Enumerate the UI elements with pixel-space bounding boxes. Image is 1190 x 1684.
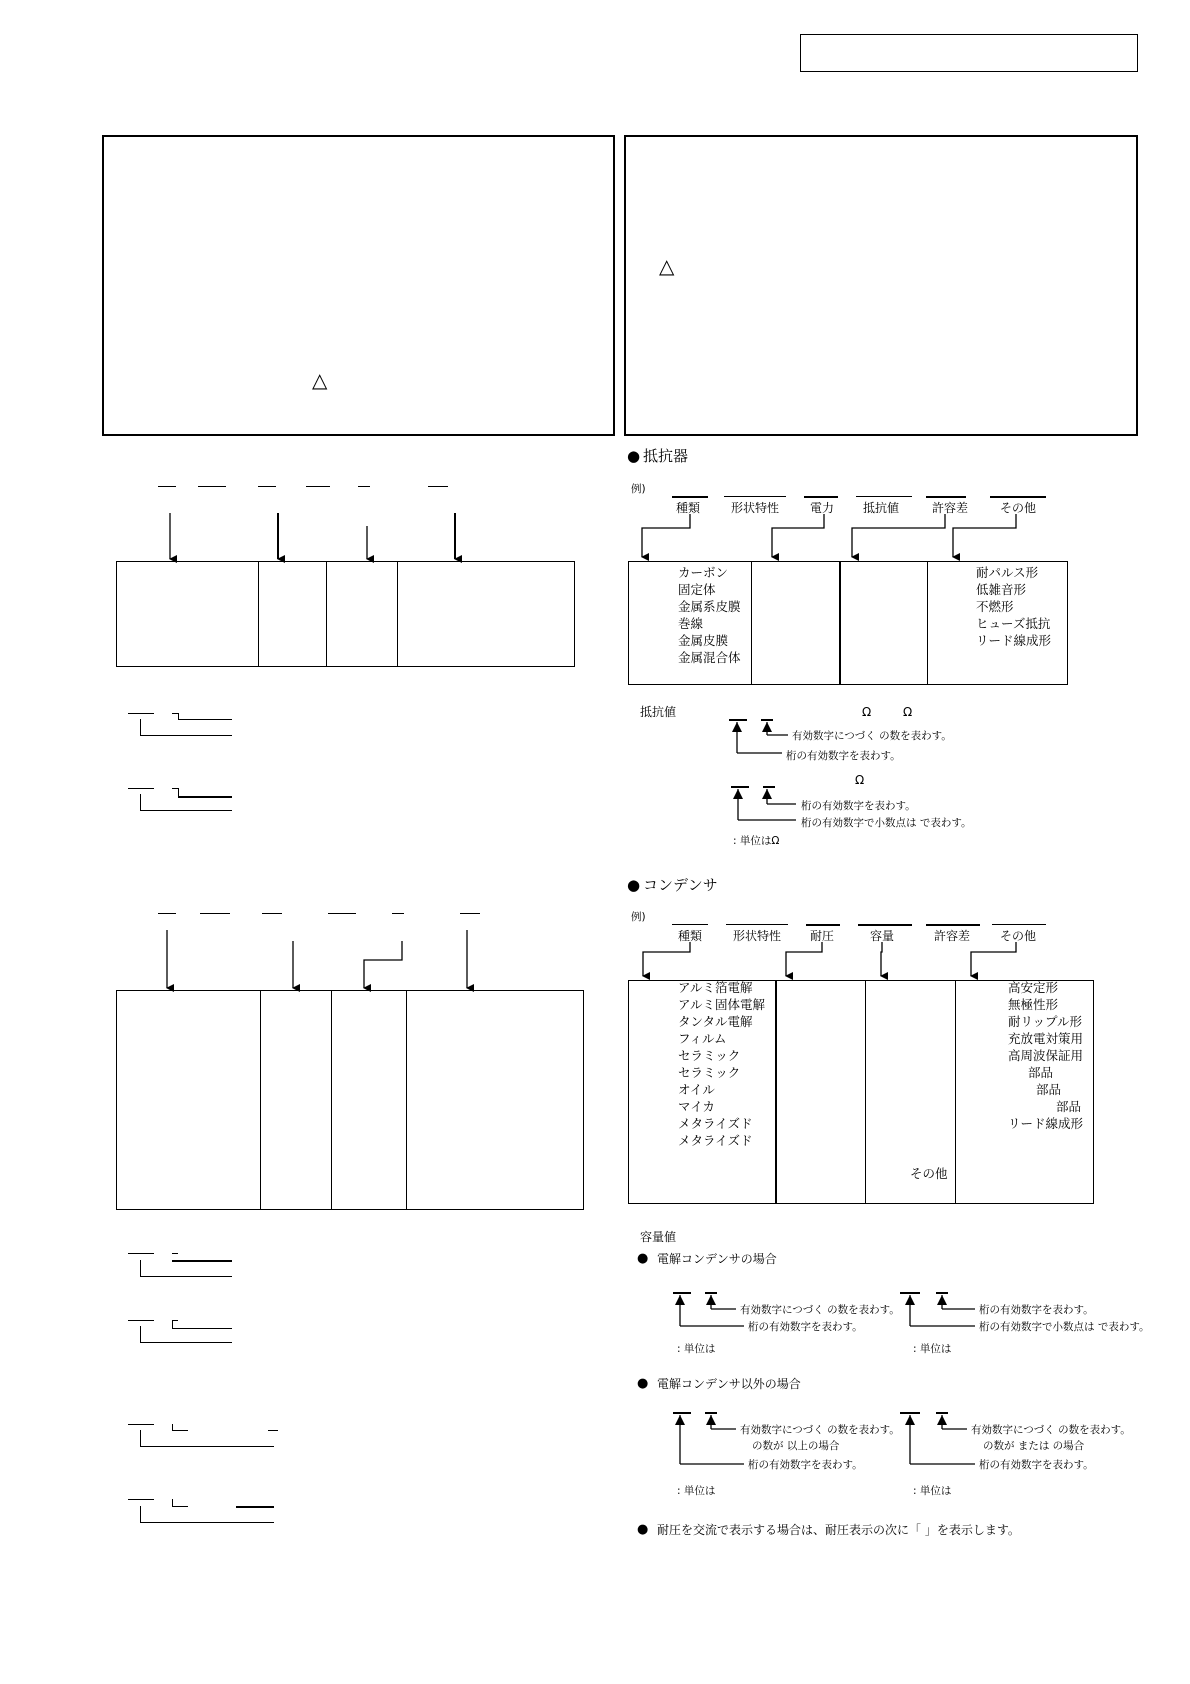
capacitor-category-other: その他 <box>1000 929 1037 943</box>
capacitor-category-voltage: 耐圧 <box>810 929 835 943</box>
resistor-type-item: カーボン <box>678 565 729 580</box>
resistor-other-item: 不燃形 <box>976 599 1014 614</box>
capacitor-other-item: 高周波保証用 <box>1008 1048 1084 1063</box>
resistor-heading-bullet: ● <box>627 447 641 465</box>
capacitor-heading: コンデンサ <box>643 876 718 894</box>
capacitor-type-item: タンタル電解 <box>678 1014 753 1029</box>
capacitor-type-item: メタライズド <box>678 1116 753 1131</box>
capacitor-type-item: マイカ <box>678 1099 715 1114</box>
capacitor-example-label: 例) <box>631 911 646 923</box>
resistor-note: 桁の有効数字を表わす。 <box>786 750 901 762</box>
resistor-category-tolerance: 許容差 <box>932 501 969 515</box>
warning-triangle-icon: △ <box>312 368 328 392</box>
resistor-category-power: 電力 <box>810 501 835 515</box>
capacitor-category-shape: 形状特性 <box>733 929 782 943</box>
capacitor-capacity-other: その他 <box>910 1166 948 1181</box>
resistor-other-item: 耐パルス形 <box>976 565 1039 580</box>
capacitor-note: 有効数字につづく の数を表わす。 <box>740 1304 900 1316</box>
capacitor-unit-note: : 単位は <box>677 1485 716 1497</box>
capacitor-note: 有効数字につづく の数を表わす。 <box>971 1424 1131 1436</box>
capacity-label: 容量値 <box>640 1230 677 1244</box>
capacitor-note: の数が または の場合 <box>983 1440 1085 1452</box>
capacitor-unit-note: : 単位は <box>913 1485 952 1497</box>
resistor-example-label: 例) <box>631 483 646 495</box>
electrolytic-case-label: 電解コンデンサの場合 <box>657 1252 777 1266</box>
capacitor-type-item: オイル <box>678 1082 715 1097</box>
capacitor-note: 桁の有効数字を表わす。 <box>748 1459 863 1471</box>
resistor-category-type: 種類 <box>676 501 701 515</box>
resistor-heading: 抵抗器 <box>643 447 689 465</box>
non-electrolytic-case-label: 電解コンデンサ以外の場合 <box>657 1377 801 1391</box>
resistor-type-item: 金属系皮膜 <box>678 599 741 614</box>
capacitor-category-capacity: 容量 <box>870 929 895 943</box>
resistor-unit-note: : 単位はΩ <box>733 835 780 847</box>
capacitor-unit-note: : 単位は <box>913 1343 952 1355</box>
bullet: ● <box>637 1522 649 1537</box>
bullet: ● <box>637 1376 649 1391</box>
ohm-symbol: Ω <box>903 705 913 719</box>
capacitor-type-item: アルミ固体電解 <box>678 997 766 1012</box>
resistor-type-item: 固定体 <box>678 582 716 597</box>
capacitor-other-item: 部品 <box>1036 1082 1062 1097</box>
capacitor-type-item: セラミック <box>678 1048 741 1063</box>
resistor-other-item: リード線成形 <box>976 633 1052 648</box>
resistor-value-label: 抵抗値 <box>640 705 677 719</box>
capacitor-note: 有効数字につづく の数を表わす。 <box>740 1424 900 1436</box>
capacitor-category-tolerance: 許容差 <box>934 929 971 943</box>
capacitor-other-item: 充放電対策用 <box>1008 1031 1084 1046</box>
capacitor-category-type: 種類 <box>678 929 703 943</box>
resistor-category-resistance: 抵抗値 <box>863 501 900 515</box>
capacitor-type-item: フィルム <box>678 1031 727 1046</box>
ac-voltage-note: 耐圧を交流で表示する場合は、耐圧表示の次に「 」を表示します。 <box>657 1523 1020 1537</box>
resistor-type-item: 金属混合体 <box>678 650 741 665</box>
capacitor-note: 桁の有効数字を表わす。 <box>979 1459 1094 1471</box>
resistor-type-item: 金属皮膜 <box>678 633 729 648</box>
capacitor-note: 桁の有効数字で小数点は で表わす。 <box>979 1321 1150 1333</box>
resistor-other-item: 低雑音形 <box>976 582 1027 597</box>
capacitor-other-item: 耐リップル形 <box>1008 1014 1083 1029</box>
ohm-symbol: Ω <box>862 705 872 719</box>
resistor-category-other: その他 <box>1000 501 1037 515</box>
warning-triangle-icon: △ <box>659 254 675 278</box>
capacitor-other-item: 部品 <box>1056 1099 1082 1114</box>
resistor-note: 有効数字につづく の数を表わす。 <box>792 730 952 742</box>
capacitor-other-item: 無極性形 <box>1008 997 1059 1012</box>
resistor-category-shape: 形状特性 <box>731 501 780 515</box>
resistor-note: 桁の有効数字を表わす。 <box>801 800 916 812</box>
capacitor-note: の数が 以上の場合 <box>752 1440 840 1452</box>
ohm-symbol: Ω <box>855 773 865 787</box>
capacitor-note: 桁の有効数字を表わす。 <box>748 1321 863 1333</box>
resistor-note: 桁の有効数字で小数点は で表わす。 <box>801 817 972 829</box>
capacitor-heading-bullet: ● <box>627 876 641 894</box>
resistor-other-item: ヒューズ抵抗 <box>976 616 1051 631</box>
capacitor-type-item: セラミック <box>678 1065 741 1080</box>
capacitor-type-item: メタライズド <box>678 1133 753 1148</box>
bullet: ● <box>637 1251 649 1266</box>
capacitor-other-item: リード線成形 <box>1008 1116 1084 1131</box>
capacitor-type-item: アルミ箔電解 <box>678 980 753 995</box>
resistor-type-item: 巻線 <box>678 616 704 631</box>
capacitor-other-item: 部品 <box>1028 1065 1054 1080</box>
capacitor-other-item: 高安定形 <box>1008 980 1059 995</box>
capacitor-unit-note: : 単位は <box>677 1343 716 1355</box>
capacitor-note: 桁の有効数字を表わす。 <box>979 1304 1094 1316</box>
